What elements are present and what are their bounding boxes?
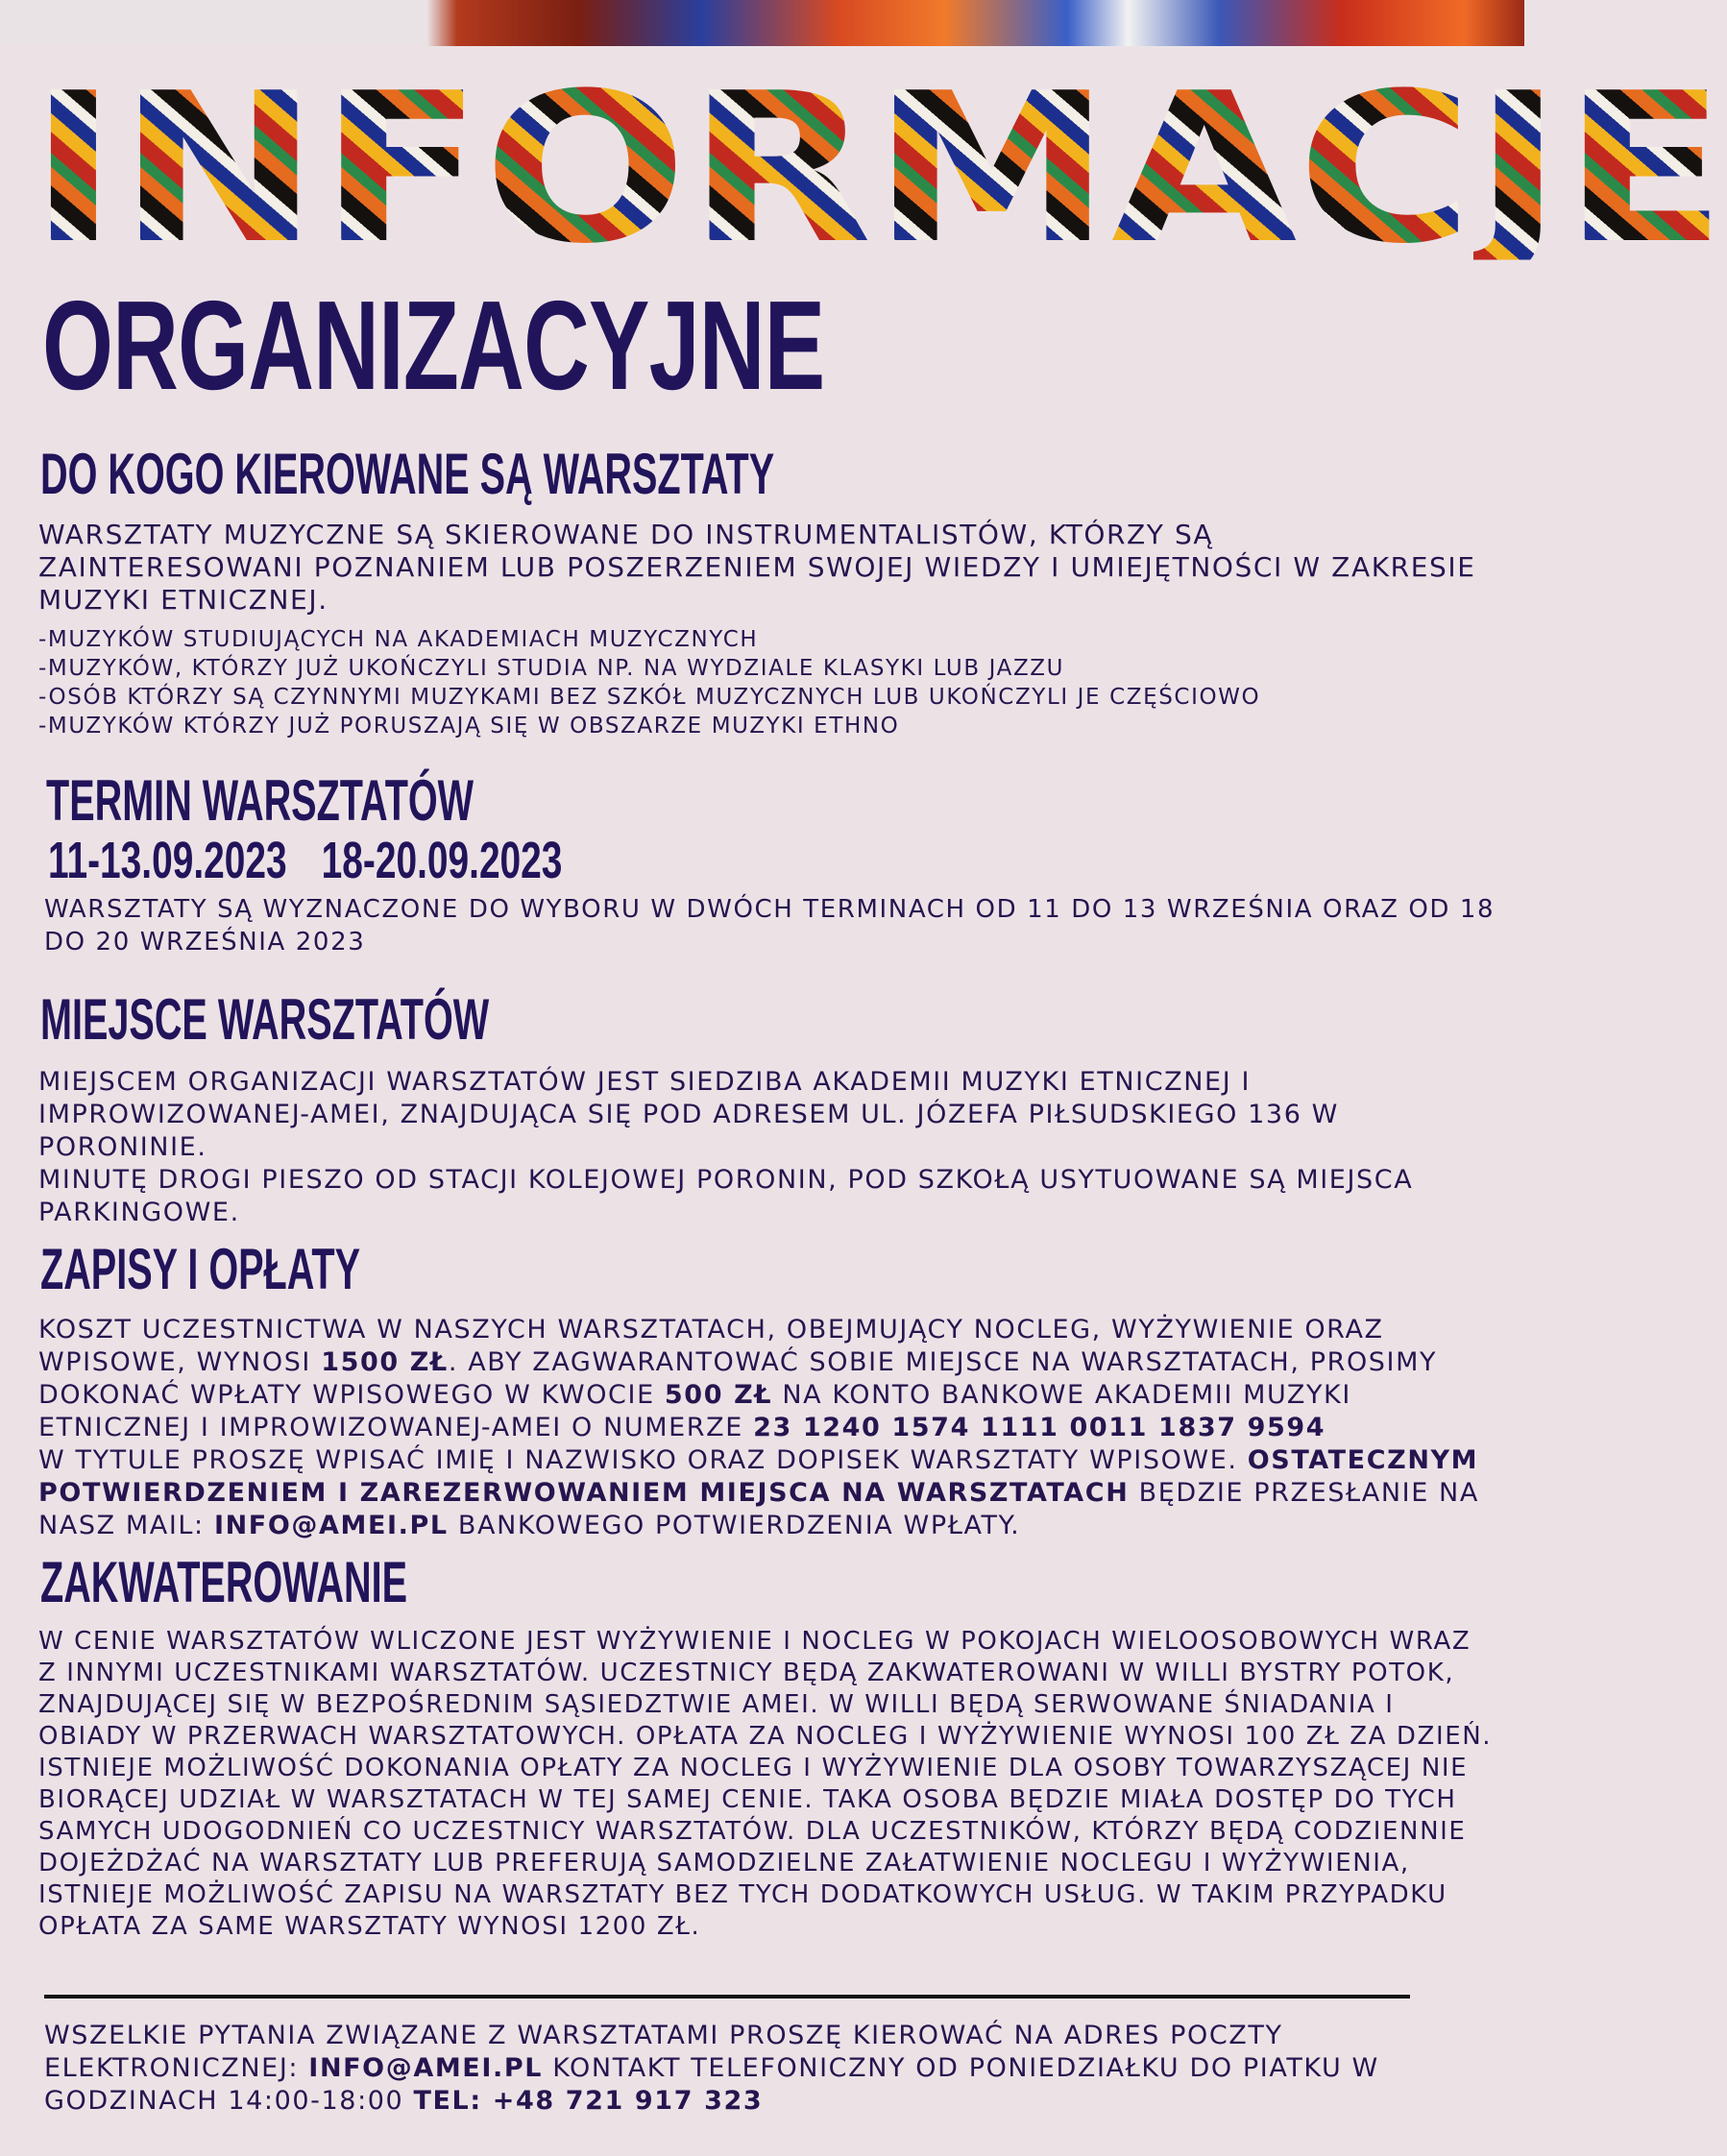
page-subtitle: ORGANIZACYJNE xyxy=(42,275,825,416)
registration-text: KOSZT UCZESTNICTWA W NASZYCH WARSZTATACH, OBEJMUJĄCY NOCLEG, WYŻYWIENIE ORAZ WPISOWE, WYNOSI xyxy=(38,1315,1384,1377)
workshop-dates xyxy=(48,832,596,889)
date-range-2: 18-20.09.2023 xyxy=(321,832,563,889)
page-title-informacje xyxy=(29,48,1727,289)
location-address: MIEJSCEM ORGANIZACJI WARSZTATÓW JEST SIEDZIBA AKADEMII MUZYKI ETNICZNEJ I IMPROWIZOWANEJ-AMEI, ZNAJDUJĄCA SIĘ POD ADRESEM UL. JÓZEFA PIŁSUDSKIEGO 136 W PORONINIE. xyxy=(38,1067,1339,1162)
section-heading-accommodation: ZAKWATEROWANIE xyxy=(40,1550,408,1614)
list-item: -OSÓB KTÓRZY SĄ CZYNNYMI MUZYKAMI BEZ SZKÓŁ MUZYCZNYCH LUB UKOŃCZYLI JE CZĘŚCIOWO xyxy=(38,685,1261,710)
decorative-banner xyxy=(0,0,1524,46)
footer-contact xyxy=(44,2020,1447,2118)
registration-text: BĘDZIE PRZESŁANIE NA NASZ MAIL: xyxy=(38,1478,1479,1540)
price: 1500 ZŁ xyxy=(321,1347,449,1377)
title-letter: I xyxy=(29,48,119,289)
email-link[interactable]: INFO@AMEI.PL xyxy=(213,1511,449,1540)
title-letter: O xyxy=(483,48,688,289)
list-item: -MUZYKÓW, KTÓRZY JUŻ UKOŃCZYLI STUDIA NP. NA WYDZIALE KLASYKI LUB JAZZU xyxy=(38,656,1065,681)
section-heading-location: MIEJSCE WARSZTATÓW xyxy=(40,987,490,1052)
title-letter: M xyxy=(872,48,1111,289)
list-item: -MUZYKÓW STUDIUJĄCYCH NA AKADEMIACH MUZYCZNYCH xyxy=(38,627,759,652)
location-parking: MINUTĘ DROGI PIESZO OD STACJI KOLEJOWEJ PORONIN, POD SZKOŁĄ USYTUOWANE SĄ MIEJSCA PARKINGOWE. xyxy=(38,1165,1414,1227)
registration-text: BANKOWEGO POTWIERDZENIA WPŁATY. xyxy=(448,1511,1021,1540)
title-letter: E xyxy=(1562,48,1727,289)
registration-text: NA KONTO BANKOWE AKADEMII MUZYKI ETNICZNEJ I IMPROWIZOWANEJ-AMEI O NUMERZE xyxy=(38,1380,1351,1442)
dates-description: WARSZTATY SĄ WYZNACZONE DO WYBORU W DWÓCH TERMINACH OD 11 DO 13 WRZEŚNIA ORAZ OD 18 DO 20 WRZEŚNIA 2023 xyxy=(44,895,1496,957)
footer-text: WSZELKIE PYTANIA ZWIĄZANE Z WARSZTATAMI PROSZĘ KIEROWAĆ NA ADRES POCZTY ELEKTRONICZNEJ: xyxy=(44,2021,1283,2083)
location-description xyxy=(38,1066,1460,1229)
list-item: -MUZYKÓW KTÓRZY JUŻ PORUSZAJĄ SIĘ W OBSZARZE MUZYKI ETHNO xyxy=(38,714,900,739)
accommodation-description: W CENIE WARSZTATÓW WLICZONE JEST WYŻYWIENIE I NOCLEG W POKOJACH WIELOOSOBOWYCH WRAZ Z INNYMI UCZESTNIKAMI WARSZTATÓW. UCZESTNICY BĘDĄ ZAKWATEROWANI W WILLI BYSTRY POTOK, ZNAJDUJĄCEJ SIĘ W BEZPOŚREDNIM SĄSIEDZTWIE AMEI. W WILLI BĘDĄ SERWOWANE ŚNIADANIA I OBIADY W PRZERWACH WARSZTATOWYCH. OPŁATA ZA NOCLEG I WYŻYWIENIE WYNOSI 100 ZŁ ZA DZIEŃ. ISTNIEJE MOŻLIWOŚĆ DOKONANIA OPŁATY ZA NOCLEG I WYŻYWIENIE DLA OSOBY TOWARZYSZĄCEJ NIE BIORĄCEJ UDZIAŁ W WARSZTATACH W TEJ SAMEJ CENIE. TAKA OSOBA BĘDZIE MIAŁA DOSTĘP DO TYCH SAMYCH UDOGODNIEŃ CO UCZESTNICY WARSZTATÓW. DLA UCZESTNIKÓW, KTÓRZY BĘDĄ CODZIENNIE DOJEŻDŻAĆ NA WARSZTATY LUB PREFERUJĄ SAMODZIELNE ZAŁATWIENIE NOCLEGU I WYŻYWIENIA, ISTNIEJE MOŻLIWOŚĆ ZAPISU NA WARSZTATY BEZ TYCH DODATKOWYCH USŁUG. W TAKIM PRZYPADKU OPŁATA ZA SAME WARSZTATY WYNOSI 1200 ZŁ. xyxy=(38,1627,1493,1941)
title-letter: J xyxy=(1472,48,1563,289)
bank-account: 23 1240 1574 1111 0011 1837 9594 xyxy=(753,1413,1326,1442)
section-heading-audience: DO KOGO KIEROWANE SĄ WARSZTATY xyxy=(40,442,775,506)
confirmation-note: OSTATECZNYM POTWIERDZENIEM I ZAREZERWOWANIEM MIEJSCA NA WARSZTATACH xyxy=(38,1445,1479,1508)
audience-list xyxy=(38,625,1260,740)
title-letter: C xyxy=(1297,48,1473,289)
deposit: 500 ZŁ xyxy=(664,1380,773,1410)
title-letter: F xyxy=(319,48,484,289)
title-letter: A xyxy=(1110,48,1298,289)
date-range-1: 11-13.09.2023 xyxy=(48,832,287,889)
audience-intro: WARSZTATY MUZYCZNE SĄ SKIEROWANE DO INSTRUMENTALISTÓW, KTÓRZY SĄ ZAINTERESOWANI POZNANIEM LUB POSZERZENIEM SWOJEJ WIEDZY I UMIEJĘTNOŚCI W ZAKRESIE MUZYKI ETNICZNEJ. xyxy=(38,519,1476,616)
section-heading-dates: TERMIN WARSZTATÓW xyxy=(46,768,474,833)
registration-text: . ABY ZAGWARANTOWAĆ SOBIE MIEJSCE NA WARSZTATACH, PROSIMY DOKONAĆ WPŁATY WPISOWEGO W KWOCIE xyxy=(38,1347,1438,1410)
footer-text: KONTAKT TELEFONICZNY OD PONIEDZIAŁKU DO PIATKU W GODZINACH 14:00-18:00 xyxy=(44,2053,1379,2116)
title-letter: N xyxy=(118,48,320,289)
footer-email-link[interactable]: INFO@AMEI.PL xyxy=(308,2053,544,2083)
title-letter: R xyxy=(687,48,873,289)
section-heading-registration: ZAPISY I OPŁATY xyxy=(40,1237,360,1301)
registration-description xyxy=(38,1314,1498,1542)
footer-phone[interactable]: TEL: +48 721 917 323 xyxy=(413,2086,764,2116)
divider xyxy=(44,1995,1410,1999)
registration-text: W TYTULE PROSZĘ WPISAĆ IMIĘ I NAZWISKO ORAZ DOPISEK WARSZTATY WPISOWE. xyxy=(38,1445,1248,1475)
